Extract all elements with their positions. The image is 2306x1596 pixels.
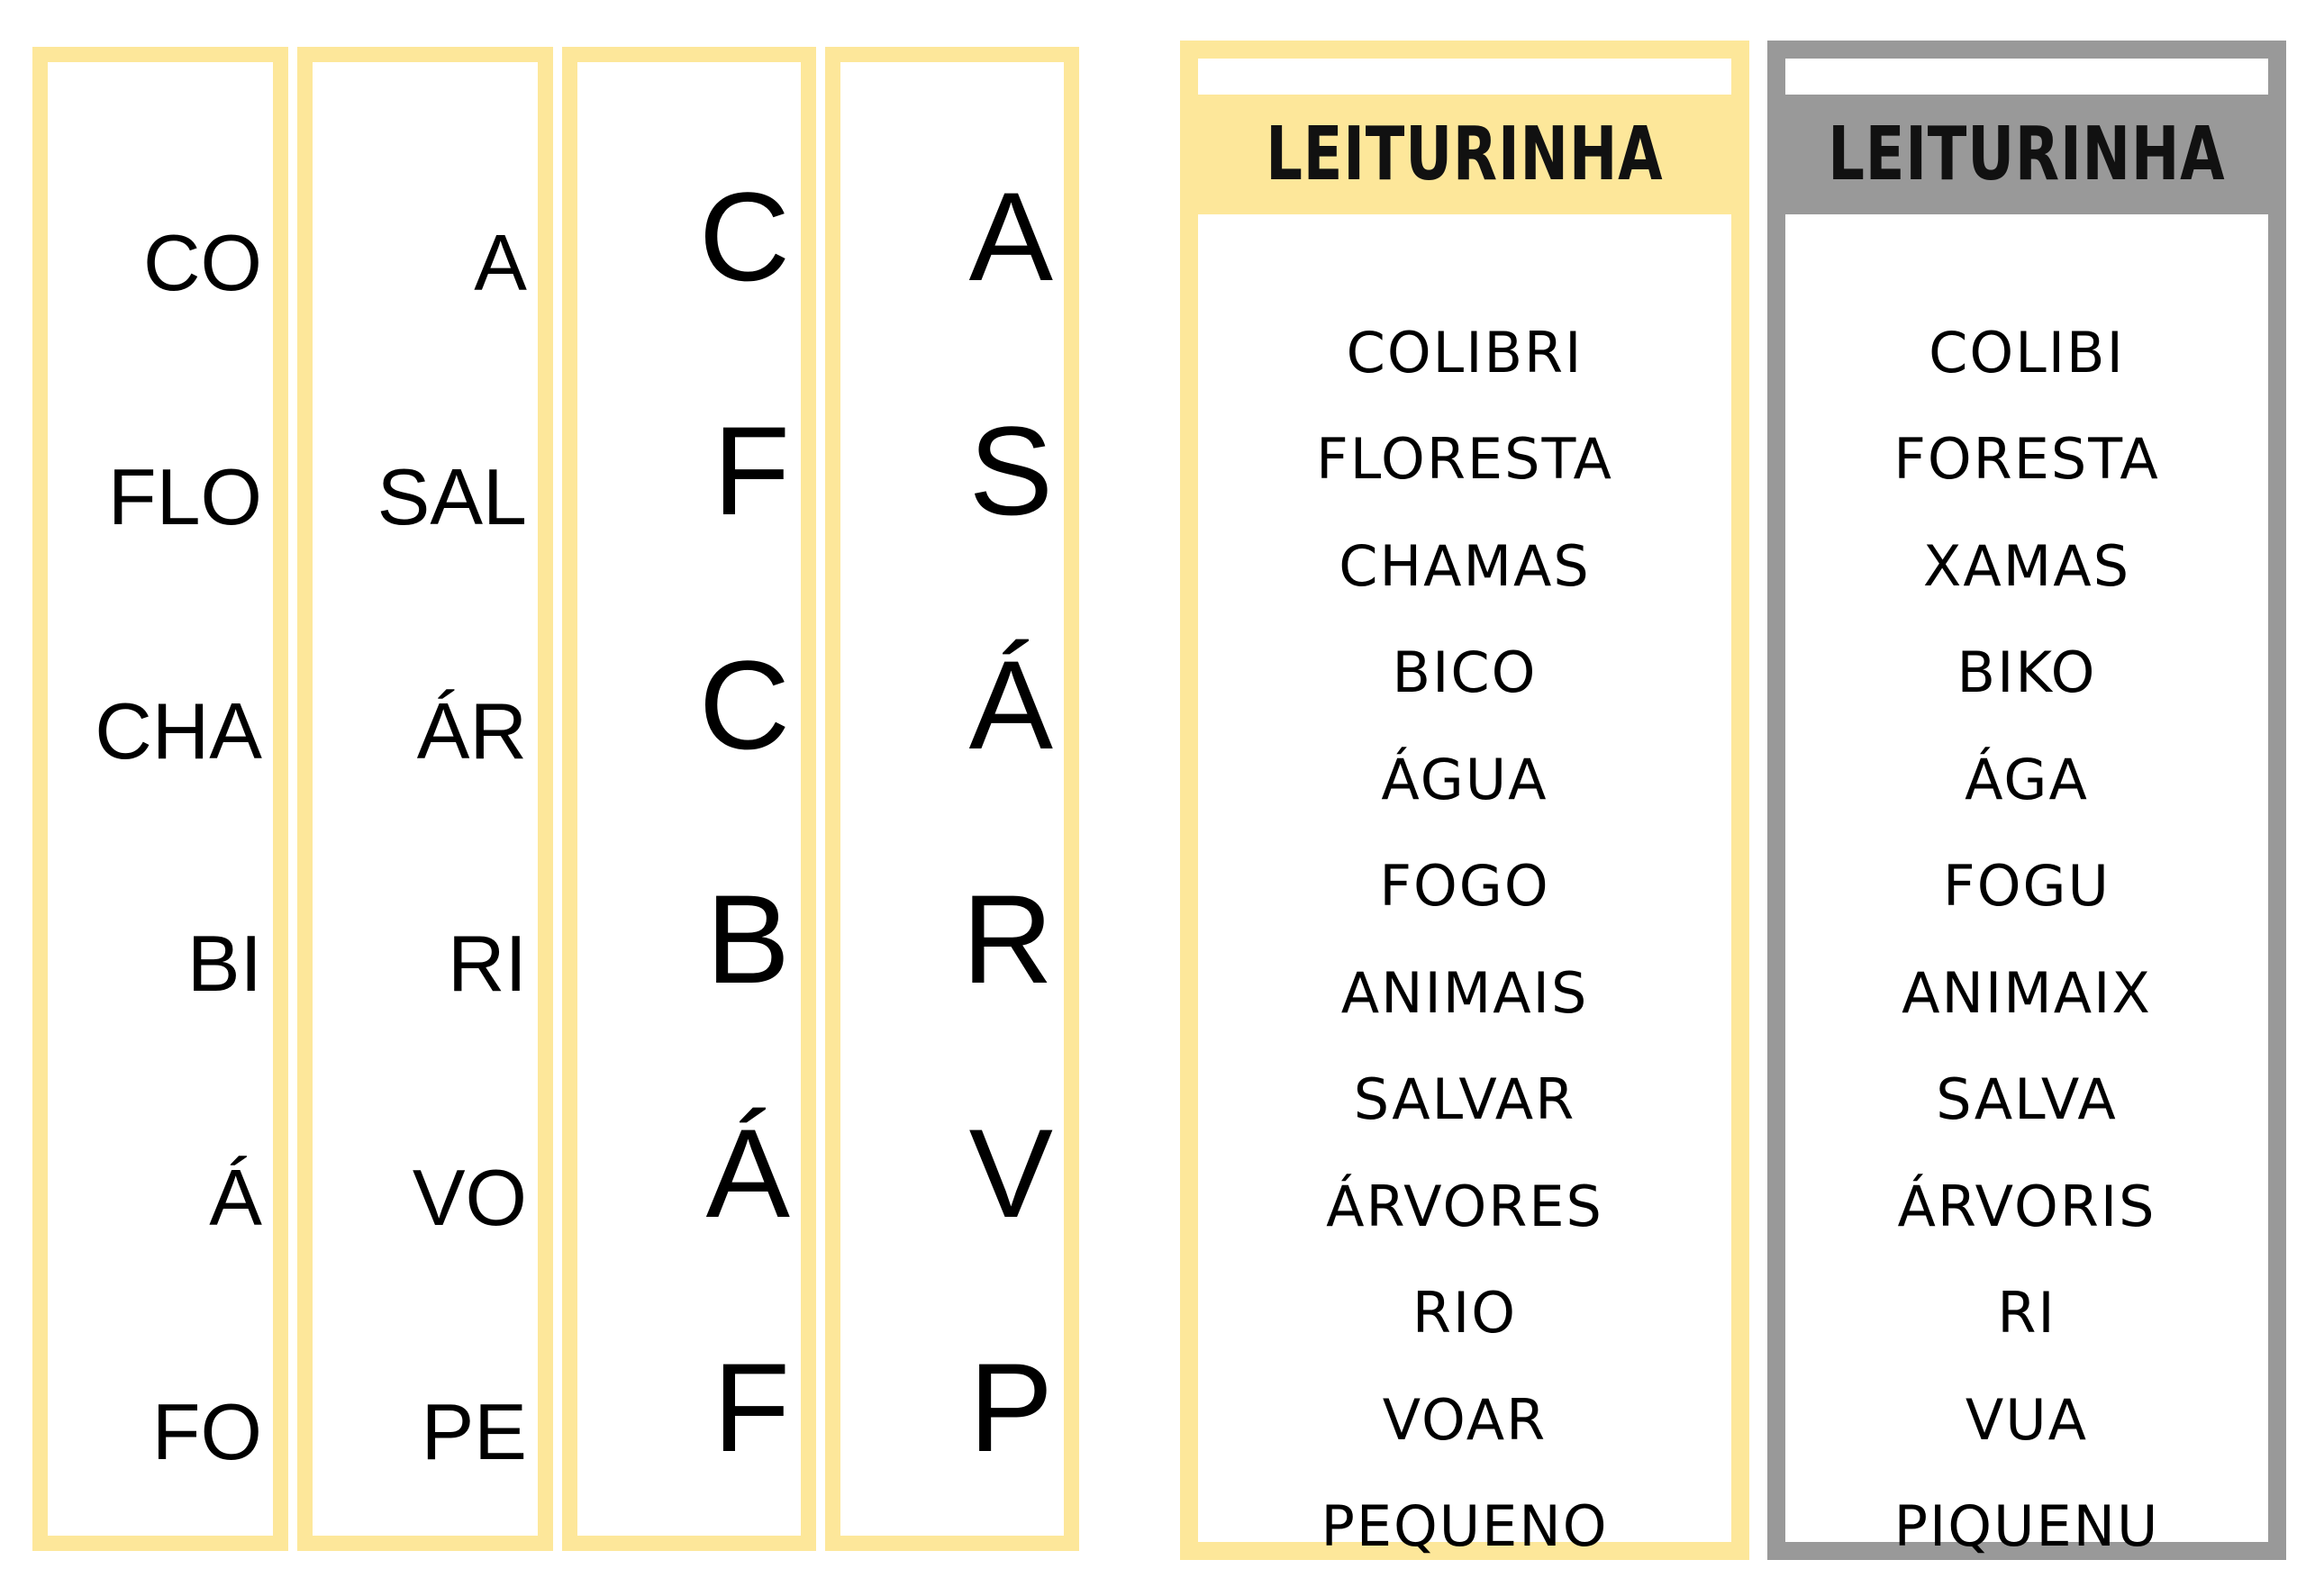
strip-item: VO [412,1153,527,1242]
word-item: COLIBI [1929,320,2125,385]
strip-item: FO [151,1387,262,1476]
strip-item: F [713,400,790,541]
card-header [1785,95,2268,214]
word-item: FOGU [1943,853,2111,919]
word-item: RIO [1412,1280,1518,1346]
strip-item: Á [705,1102,790,1244]
strip-item: S [968,400,1053,541]
strip-item: SAL [377,452,527,541]
syllable-strip-2 [297,47,553,1551]
word-item: VOAR [1382,1387,1548,1453]
reading-card-gray [1767,41,2286,1560]
word-item: SALVA [1936,1066,2118,1132]
letter-strip-2 [825,47,1079,1551]
word-item: BICO [1392,639,1538,705]
strip-item: B [705,868,790,1010]
word-item: RI [1997,1280,2056,1346]
strip-item: Á [209,1153,262,1242]
card-title: LEITURINHA [1266,112,1664,197]
strip-item: ÁR [416,686,527,775]
strip-item: R [961,868,1053,1010]
strip-item: CHA [95,686,262,775]
card-header [1198,95,1731,214]
strip-item: PE [421,1387,527,1476]
strip-item: F [713,1337,790,1478]
strip-item: A [474,218,527,307]
card-title: LEITURINHA [1828,112,2226,197]
word-item: ÁRVORIS [1897,1174,2156,1239]
strip-item: C [698,166,790,307]
reading-card-yellow [1180,41,1749,1560]
word-item: FLORESTA [1316,426,1613,492]
word-item: ÁRVORES [1326,1174,1603,1239]
word-item: PEQUENO [1321,1493,1609,1559]
strip-item: BI [186,919,262,1008]
word-item: SALVAR [1353,1066,1576,1132]
strip-item: RI [448,919,527,1008]
strip-item: FLO [107,452,262,541]
strip-item: P [968,1337,1053,1478]
word-item: VUA [1965,1387,2089,1453]
syllable-strip-1 [32,47,288,1551]
strip-item: V [968,1102,1053,1244]
word-item: FORESTA [1893,426,2160,492]
word-item: ANIMAIS [1340,960,1589,1026]
letter-strip-1 [562,47,816,1551]
word-item: XAMAS [1922,533,2131,599]
strip-item: A [968,166,1053,307]
word-item: ANIMAIX [1902,960,2152,1026]
word-item: PIQUENU [1893,1493,2160,1559]
strip-item: C [698,634,790,775]
word-item: COLIBRI [1346,320,1584,385]
strip-item: CO [143,218,262,307]
word-item: ÁGA [1965,747,2089,812]
word-item: BIKO [1956,639,2097,705]
word-item: ÁGUA [1381,747,1548,812]
strip-item: Á [968,634,1053,775]
word-item: CHAMAS [1339,533,1591,599]
word-item: FOGO [1379,853,1550,919]
